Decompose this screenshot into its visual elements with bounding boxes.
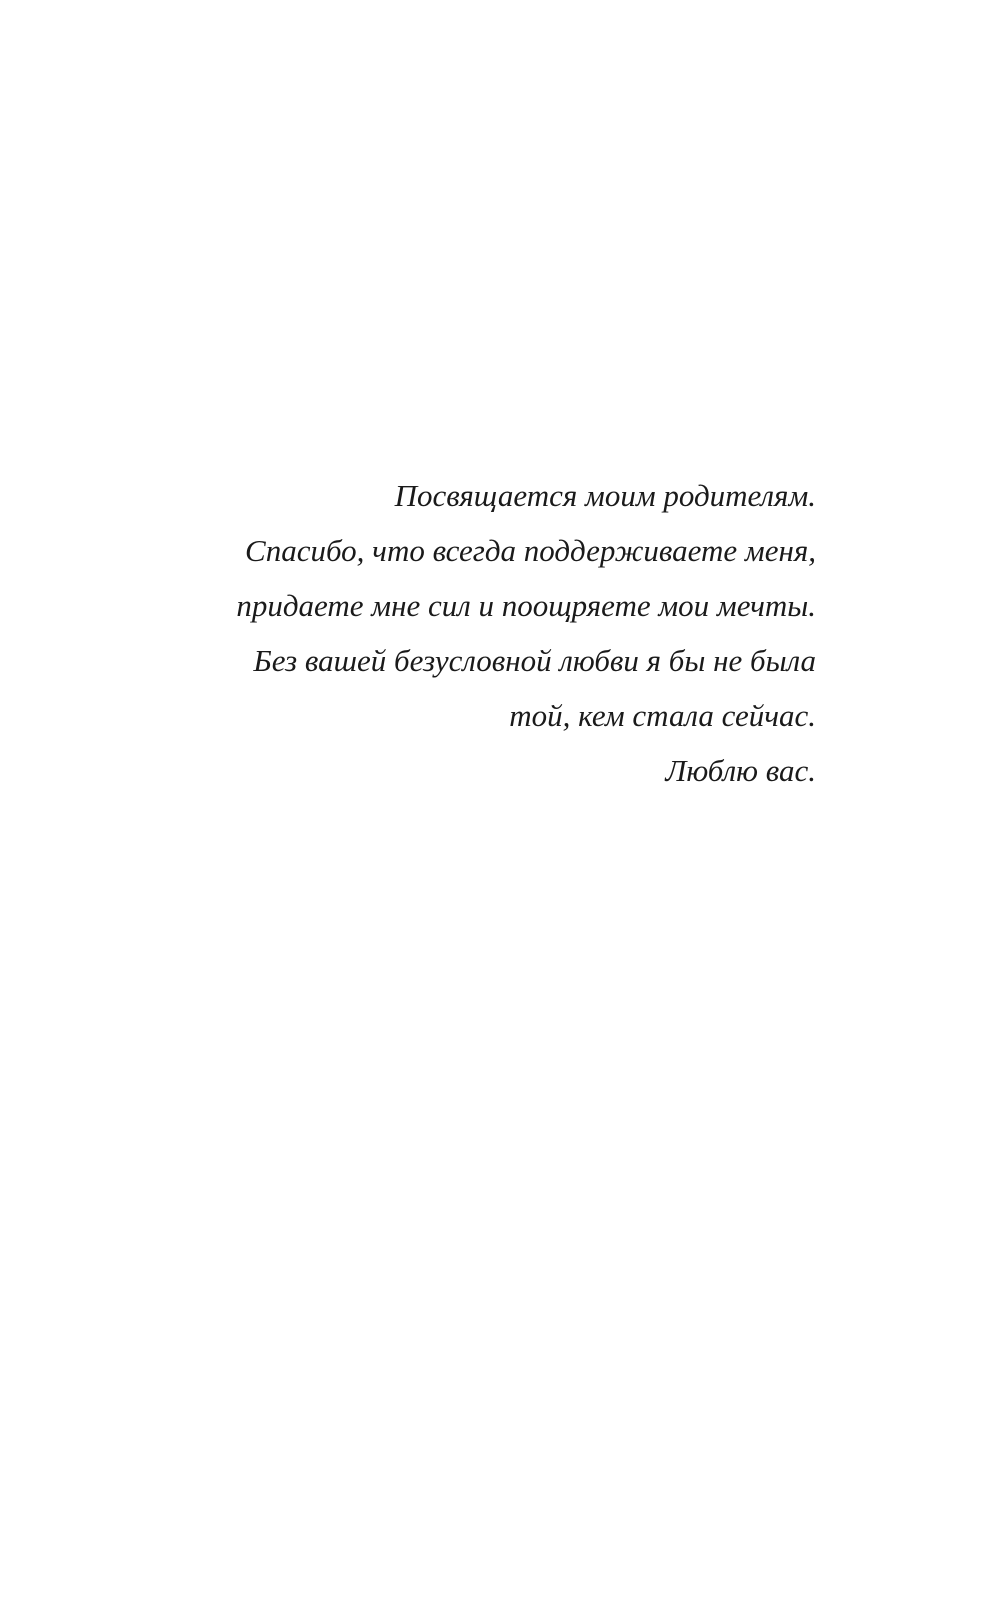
- dedication-text: [56, 468, 816, 798]
- dedication-line: придаете мне сил и поощряете мои мечты.: [236, 588, 816, 623]
- dedication-line: Посвящается моим родителям.: [394, 478, 816, 513]
- dedication-line: Спасибо, что всегда поддерживаете меня,: [245, 533, 816, 568]
- dedication-line: Люблю вас.: [665, 753, 816, 788]
- dedication-line: той, кем стала сейчас.: [509, 698, 816, 733]
- dedication-line: Без вашей безусловной любви я бы не была: [253, 643, 816, 678]
